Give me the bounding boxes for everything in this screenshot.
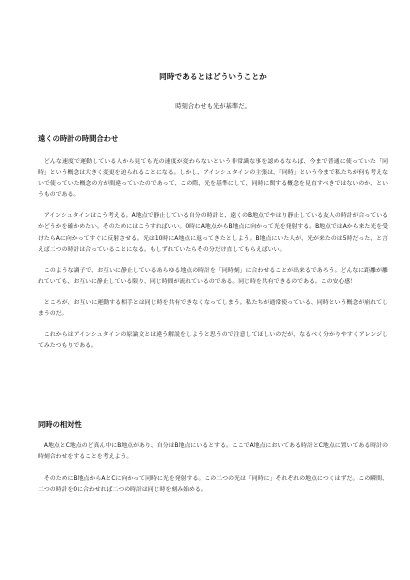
paragraph: このような調子で、お互いに静止しているあらゆる地点の時計を「同時刻」に合わせることが出来るであろう。どんなに距離が離れていても、お互いに静止している限り、同じ時間が流れているのである。同じ時を共有できるのである。この安心感！ xyxy=(38,267,388,285)
section-heading-clock-sync: 遠くの時計の時間合わせ xyxy=(38,134,119,143)
paragraph: そのためにB地点からAとCに向かって同時に光を発射する。この二つの光は「同時に」それぞれの地点につくはずだ。この瞬間、二つの時計を0に合わせれば二つの時計は同じ時を刻み始める。 xyxy=(38,475,388,493)
section-heading-relativity-of-simultaneity: 同時の相対性 xyxy=(38,420,82,430)
paragraph: どんな速度で運動している人から見ても光の速度が変わらないという非常識な事を認めるならば、今まで普通に使っていた「同時」という概念は大きく変更を迫られることになる。しかし、アインシュタインの主張は、「同時」という今まで私たちが何も考えないで使っていた概念の方が間違っていたのであって、この際、光を基準にして、同時に関する概念を見直すべきではないのか、というものである。 xyxy=(38,159,388,199)
page-title: 同時であるとはどういうことか xyxy=(159,72,267,81)
paragraph: A地点とC地点のど真ん中にB地点があり、自分はB地点にいるとする。ここでA地点においてある時計とC地点に置いてある時計の時刻合わせをすることを考えよう。 xyxy=(38,443,388,461)
paragraph: アインシュタインはこう考える。A地点で静止している自分の時計と、遠くのB地点でやはり静止している友人の時計が合っているかどうかを確かめたい。そのためにはこうすればいい。0時にA地点からB地点に向かって光を発射する。B地点ではAから来た光を受けたらAに向かってすぐに反射させる。光は10時にA地点に返ってきたとしよう。B地点にいた人が、光が来たのは5時だった、と言えば二つの時計は合っていることになる。もしずれていたらその分だけ直してもらえばいい。 xyxy=(38,213,388,253)
page-subtitle: 時刻合わせも光が基準だ。 xyxy=(175,103,251,110)
paragraph: ところが、お互いに運動する相手とは同じ時を共有できなくなってしまう。私たちが通常使っている、同時という概念が崩れてしまうのだ。 xyxy=(38,299,388,318)
paragraph: これからはアインシュタインの原論文とは違う解説をしようと思うので注意してほしいのだが、なるべく分かりやすくアレンジしてみたつもりである。 xyxy=(38,332,388,350)
